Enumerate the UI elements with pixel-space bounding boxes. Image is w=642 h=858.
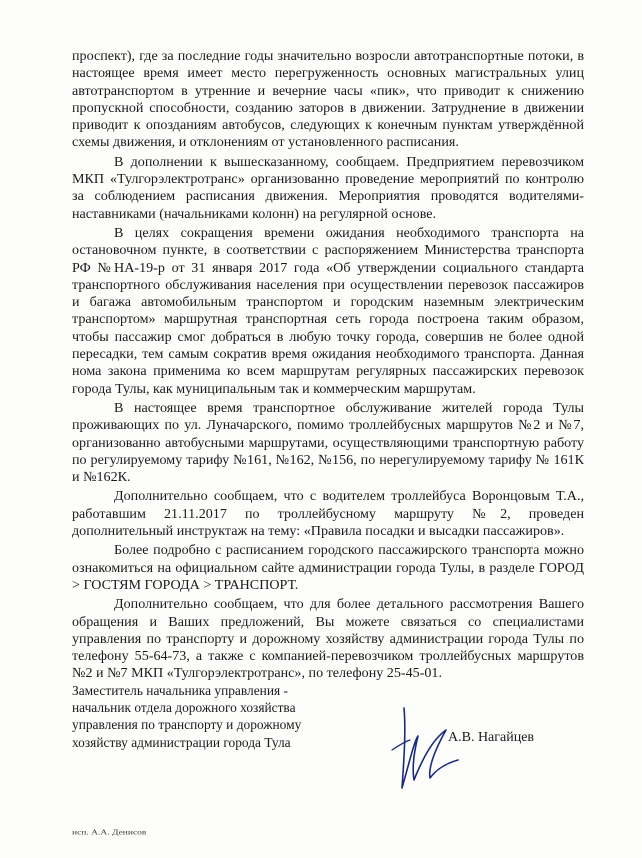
paragraph: проспект), где за последние годы значительно возросли автотранспортные потоки, в настоящее время имеет место перегруженность основных магистральных улиц автотранспортом в утренние и вечерние часы «пик», что приводит к снижению пропускной способности, созданию заторов в движении. Затруднение в движении приводит к опозданиям автобусов, следующих к конечным пунктам утверждённой схемы движения, и отклонениям от установленного расписания. [72, 48, 584, 151]
signatory-title-line: Заместитель начальника управления - [72, 683, 288, 698]
letter-body [72, 48, 584, 685]
signatory-title-line: хозяйству администрации города Тула [72, 734, 291, 750]
signatory-title-line: управления по транспорту и дорожному [72, 717, 302, 733]
paragraph: В дополнении к вышесказанному, сообщаем. Предприятием перевозчиком МКП «Тулгорэлектротранс» организованно проведение мероприятий по контролю за соблюдением расписания движения. Мероприятия проводятся водителями-наставниками (начальниками колонн) на регулярной основе. [72, 153, 584, 222]
paragraph: Дополнительно сообщаем, что с водителем троллейбуса Воронцовым Т.А., работавшим 21.11.2017 по троллейбусному маршруту №2, проведен дополнительный инструктаж на тему: «Правила посадки и высадки пассажиров». [72, 488, 584, 540]
signatory-title [72, 682, 312, 751]
executor-note: исп. А.А. Денисов [72, 829, 147, 837]
signatory-name: А.В. Нагайцев [448, 730, 535, 745]
paragraph: В целях сокращения времени ожидания необходимого транспорта на остановочном пункте, в соответствии с распоряжением Министерства транспорта РФ №НА-19-р от 31 января 2017 года «Об утверждении социального стандарта транспортного обслуживания населения при осуществлении перевозок пассажиров и багажа автомобильным транспортом и городским наземным электрическим транспортом» маршрутная транспортная сеть города построена таким образом, чтобы пассажир смог добраться в любую точку города, совершив не более одной пересадки, тем самым сократив время ожидания необходимого транспорта. Данная нома закона применима ко всем маршрутам регулярных пассажирских перевозок города Тулы, как муниципальным так и коммерческим маршрутам. [72, 224, 584, 397]
paragraph: В настоящее время транспортное обслуживание жителей города Тулы проживающих по ул. Луначарского, помимо троллейбусных маршрутов №2 и №7, организованно автобусными маршрутами, осуществляющими транспортную работу по регулируемому тарифу №161, №162, №156, по нерегулируемому тарифу № 161К и №162К. [72, 399, 584, 486]
paragraph: Более подробно с расписанием городского пассажирского транспорта можно ознакомиться на официальном сайте администрации города Тулы, в разделе ГОРОД > ГОСТЯМ ГОРОДА > ТРАНСПОРТ. [72, 542, 584, 593]
paragraph: Дополнительно сообщаем, что для более детального рассмотрения Вашего обращения и Ваших предложений, Вы можете связаться со специалистами управления по транспорту и дорожному хозяйству администрации города Тулы по телефону 55-64-73, а также с компанией-перевозчиком троллейбусных маршрутов №2 и №7 МКП «Тулгорэлектротранс», по телефону 25-45-01. [72, 596, 584, 682]
signatory-title-line: начальник отдела дорожного хозяйства [72, 700, 296, 716]
